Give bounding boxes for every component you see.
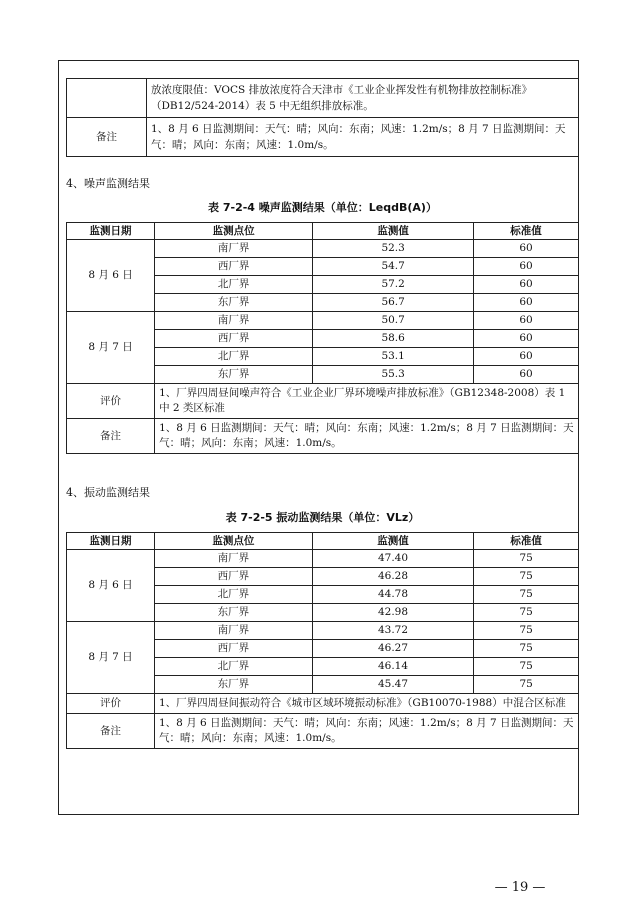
value-cell: 47.40 [312, 550, 474, 568]
standard-cell: 60 [474, 366, 579, 384]
header-date: 监测日期 [67, 533, 155, 550]
location-cell: 西厂界 [155, 568, 313, 586]
location-cell: 北厂界 [155, 348, 313, 366]
eval-text: 1、厂界四周昼间振动符合《城市区域环境振动标准》（GB10070-1988）中混合区标准 [155, 694, 579, 714]
page-number: — 19 — [494, 880, 546, 895]
table-row [67, 312, 579, 330]
location-cell: 东厂界 [155, 604, 313, 622]
value-cell: 57.2 [313, 276, 474, 294]
standard-cell: 75 [474, 658, 579, 676]
noise-section-title: 4、噪声监测结果 [66, 177, 150, 190]
date-cell: 8 月 7 日 [67, 622, 155, 694]
value-cell: 45.47 [312, 676, 474, 694]
location-cell: 南厂界 [155, 240, 313, 258]
standard-cell: 60 [474, 348, 579, 366]
date-cell: 8 月 7 日 [67, 312, 155, 384]
header-standard: 标准值 [474, 533, 579, 550]
header-value: 监测值 [313, 223, 474, 240]
standard-cell: 60 [474, 294, 579, 312]
standard-cell: 75 [474, 676, 579, 694]
standard-cell: 75 [474, 586, 579, 604]
value-cell: 56.7 [313, 294, 474, 312]
note-text: 1、8 月 6 日监测期间：天气：晴；风向：东南；风速：1.2m/s；8 月 7 日监测期间：天气：晴；风向：东南；风速：1.0m/s。 [155, 419, 579, 454]
standard-cell: 60 [474, 312, 579, 330]
location-cell: 西厂界 [155, 258, 313, 276]
eval-label: 评价 [67, 384, 155, 419]
note-label: 备注 [67, 419, 155, 454]
location-cell: 西厂界 [155, 330, 313, 348]
limit-text: 放浓度限值：VOCS 排放浓度符合天津市《工业企业挥发性有机物排放控制标准》（DB12/524-2014）表 5 中无组织排放标准。 [147, 79, 579, 118]
standard-cell: 60 [474, 330, 579, 348]
table-row [67, 118, 579, 157]
header-standard: 标准值 [474, 223, 579, 240]
value-cell: 54.7 [313, 258, 474, 276]
standard-cell: 75 [474, 568, 579, 586]
value-cell: 46.27 [312, 640, 474, 658]
eval-label: 评价 [67, 694, 155, 714]
location-cell: 东厂界 [155, 676, 313, 694]
date-cell: 8 月 6 日 [67, 240, 155, 312]
value-cell: 42.98 [312, 604, 474, 622]
table-row [67, 694, 579, 714]
table-row [67, 714, 579, 749]
header-location: 监测点位 [155, 223, 313, 240]
location-cell: 北厂界 [155, 276, 313, 294]
vibration-section-title: 4、振动监测结果 [66, 486, 150, 499]
table-row [67, 79, 579, 118]
standard-cell: 60 [474, 276, 579, 294]
location-cell: 北厂界 [155, 658, 313, 676]
location-cell: 南厂界 [155, 622, 313, 640]
note-label: 备注 [67, 118, 147, 157]
table-header-row [67, 223, 579, 240]
location-cell: 南厂界 [155, 550, 313, 568]
location-cell: 西厂界 [155, 640, 313, 658]
noise-table-caption: 表 7-2-4 噪声监测结果（单位：LeqdB(A)） [208, 201, 437, 214]
noise-table [66, 222, 579, 454]
eval-text: 1、厂界四周昼间噪声符合《工业企业厂界环境噪声排放标准》（GB12348-2008）表 1 中 2 类区标准 [155, 384, 579, 419]
value-cell: 53.1 [313, 348, 474, 366]
standard-cell: 60 [474, 258, 579, 276]
location-cell: 南厂界 [155, 312, 313, 330]
standard-cell: 75 [474, 622, 579, 640]
value-cell: 46.14 [312, 658, 474, 676]
empty-label-cell [67, 79, 147, 118]
note-text: 1、8 月 6 日监测期间：天气：晴；风向：东南；风速：1.2m/s；8 月 7 日监测期间：天气：晴；风向：东南；风速：1.0m/s。 [147, 118, 579, 157]
standard-cell: 75 [474, 550, 579, 568]
header-value: 监测值 [312, 533, 474, 550]
location-cell: 东厂界 [155, 366, 313, 384]
value-cell: 50.7 [313, 312, 474, 330]
value-cell: 52.3 [313, 240, 474, 258]
table-row [67, 419, 579, 454]
location-cell: 东厂界 [155, 294, 313, 312]
standard-cell: 60 [474, 240, 579, 258]
value-cell: 58.6 [313, 330, 474, 348]
value-cell: 55.3 [313, 366, 474, 384]
table-row [67, 240, 579, 258]
date-cell: 8 月 6 日 [67, 550, 155, 622]
header-location: 监测点位 [155, 533, 313, 550]
table-header-row [67, 533, 579, 550]
standard-cell: 75 [474, 640, 579, 658]
header-date: 监测日期 [67, 223, 155, 240]
table-row [67, 384, 579, 419]
value-cell: 46.28 [312, 568, 474, 586]
vibration-table-caption: 表 7-2-5 振动监测结果（单位：VLz） [225, 511, 420, 524]
value-cell: 43.72 [312, 622, 474, 640]
value-cell: 44.78 [312, 586, 474, 604]
table-row [67, 622, 579, 640]
table-row [67, 550, 579, 568]
standard-cell: 75 [474, 604, 579, 622]
location-cell: 北厂界 [155, 586, 313, 604]
note-text: 1、8 月 6 日监测期间：天气：晴；风向：东南；风速：1.2m/s；8 月 7 日监测期间：天气：晴；风向：东南；风速：1.0m/s。 [155, 714, 579, 749]
note-label: 备注 [67, 714, 155, 749]
top-continuation-table [66, 78, 579, 157]
vibration-table [66, 532, 579, 749]
